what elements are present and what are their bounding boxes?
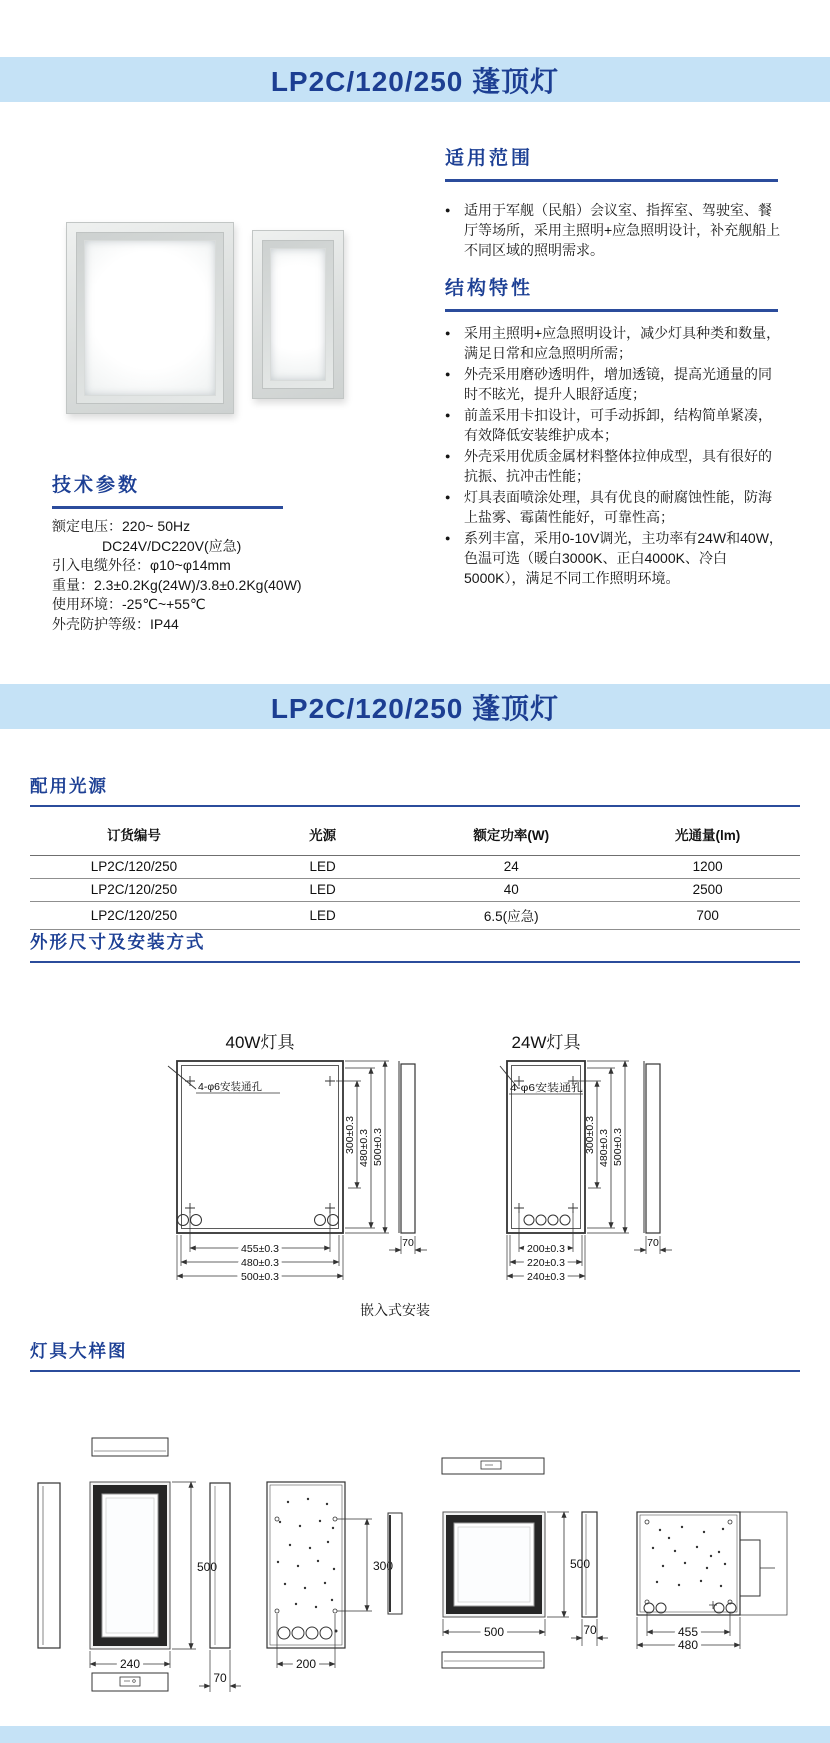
section-title-light-source: 配用光源 <box>30 773 800 807</box>
dim-label-v: 500±0.3 <box>612 1128 624 1166</box>
detail-dim-width-40w: 500 <box>483 1625 505 1639</box>
product-photo-rect <box>252 230 344 399</box>
cell-source: LED <box>238 902 407 930</box>
tech-params-block <box>52 517 392 634</box>
cell-power: 40 <box>407 879 615 902</box>
cell-order-code: LP2C/120/250 <box>30 856 238 879</box>
tech-param-line: DC24V/DC220V(应急) <box>102 537 242 554</box>
drawing-40w <box>168 1033 427 1283</box>
top-banner <box>0 57 830 102</box>
col-header-order-code: 订货编号 <box>30 815 238 856</box>
structure-bullet: ● 系列丰富，采用0-10V调光，主功率有24W和40W，色温可选（暖白3000K、正白4000K、冷白5000K），满足不同工作照明环境。 <box>445 528 785 588</box>
section-title-dimensions: 外形尺寸及安装方式 <box>30 929 800 963</box>
tech-param-line: 额定电压：220~ 50Hz <box>52 518 191 534</box>
application-list <box>445 200 783 261</box>
detail-dim-depth-24w: 70 <box>213 1671 227 1685</box>
drawing-40w-label: 40W灯具 <box>225 1033 295 1052</box>
dimension-drawings <box>130 1028 700 1290</box>
table-row <box>30 879 800 902</box>
dim-label-depth: 70 <box>647 1237 659 1249</box>
tech-param-line: 引入电缆外径：φ10~φ14mm <box>52 557 231 573</box>
cell-order-code: LP2C/120/250 <box>30 902 238 930</box>
detail-dim-backheight-24w: 300 <box>373 1559 394 1573</box>
detail-dim-depth-40w: 70 <box>583 1623 597 1637</box>
hole-note-24w: 4-φ6安装通孔 <box>510 1082 574 1094</box>
hole-note-40w: 4-φ6安装通孔 <box>198 1081 262 1093</box>
detail-dim-backwidth-24w: 200 <box>295 1657 317 1671</box>
page-title-repeat: LP2C/120/250 蓬顶灯 <box>270 692 560 724</box>
col-header-source: 光源 <box>238 815 407 856</box>
detail-24w-group <box>38 1438 402 1692</box>
detail-dim-height-40w: 500 <box>570 1557 591 1571</box>
table-row <box>30 856 800 879</box>
cell-flux: 2500 <box>615 879 800 902</box>
section-title-application: 适用范围 <box>445 143 778 182</box>
light-source-table <box>30 815 800 930</box>
dim-label-h: 220±0.3 <box>527 1257 565 1269</box>
dim-label-h: 455±0.3 <box>241 1243 279 1255</box>
second-banner <box>0 684 830 729</box>
dim-label-v: 480±0.3 <box>598 1129 610 1167</box>
cell-flux: 700 <box>615 902 800 930</box>
structure-bullet: ● 前盖采用卡扣设计，可手动拆卸，结构简单紧凑，有效降低安装维护成本； <box>445 405 785 445</box>
structure-bullet: ● 灯具表面喷涂处理，具有优良的耐腐蚀性能，防海上盐雾、霉菌性能好，可靠性高； <box>445 487 785 527</box>
section-title-detail: 灯具大样图 <box>30 1338 800 1372</box>
product-photo-square <box>66 222 234 414</box>
detail-dim-holes-40w: 455 <box>677 1625 699 1639</box>
cell-flux: 1200 <box>615 856 800 879</box>
cell-source: LED <box>238 856 407 879</box>
table-header-row <box>30 815 800 856</box>
dim-label-h: 480±0.3 <box>241 1257 279 1269</box>
page-title: LP2C/120/250 蓬顶灯 <box>270 65 560 97</box>
tech-param-line: 重量：2.3±0.2Kg(24W)/3.8±0.2Kg(40W) <box>52 576 302 593</box>
structure-bullet: ● 外壳采用磨砂透明件，增加透镜，提高光通量的同时不眩光，提升人眼舒适度； <box>445 364 785 404</box>
dim-label-v: 300±0.3 <box>344 1116 356 1154</box>
dim-label-h: 500±0.3 <box>241 1271 279 1283</box>
photo-light-panel <box>270 248 326 381</box>
section-title-structure: 结构特性 <box>445 273 778 312</box>
photo-light-panel <box>84 240 216 396</box>
detail-dim-outer-40w: 480 <box>677 1638 699 1652</box>
detail-dim-height-24w: 500 <box>197 1560 218 1574</box>
cell-power: 24 <box>407 856 615 879</box>
cell-source: LED <box>238 879 407 902</box>
structure-bullet: ● 采用主照明+应急照明设计，减少灯具种类和数量，满足日常和应急照明所需； <box>445 323 785 363</box>
back-holes <box>277 1498 335 1608</box>
dim-label-h: 240±0.3 <box>527 1271 565 1283</box>
mount-caption: 嵌入式安装 <box>360 1302 430 1318</box>
dim-label-depth: 70 <box>402 1237 414 1249</box>
structure-list <box>445 323 785 589</box>
table-row <box>30 902 800 930</box>
dim-label-h: 200±0.3 <box>527 1243 565 1255</box>
back-holes <box>652 1526 726 1587</box>
detail-drawings <box>20 1390 810 1720</box>
dim-label-v: 300±0.3 <box>584 1116 596 1154</box>
section-title-tech-params: 技术参数 <box>52 470 283 509</box>
application-body: ● 适用于军舰（民船）会议室、指挥室、驾驶室、餐厅等场所，采用主照明+应急照明设计，补充舰船上不同区域的照明需求。 <box>445 200 783 260</box>
cell-power: 6.5(应急) <box>407 902 615 930</box>
cell-order-code: LP2C/120/250 <box>30 879 238 902</box>
dim-label-v: 480±0.3 <box>358 1129 370 1167</box>
structure-bullet: ● 外壳采用优质金属材料整体拉伸成型，具有很好的抗振、抗冲击性能； <box>445 446 785 486</box>
bottom-banner-strip <box>0 1726 830 1743</box>
drawing-24w-label: 24W灯具 <box>511 1033 581 1052</box>
dim-label-v: 500±0.3 <box>372 1128 384 1166</box>
tech-param-line: 外壳防护等级：IP44 <box>52 615 179 632</box>
col-header-power: 额定功率(W) <box>407 815 615 856</box>
tech-param-line: 使用环境：-25℃~+55℃ <box>52 596 206 612</box>
detail-dim-width-24w: 240 <box>119 1657 141 1671</box>
drawing-24w <box>500 1033 672 1283</box>
detail-40w-group <box>442 1458 787 1668</box>
col-header-flux: 光通量(lm) <box>615 815 800 856</box>
